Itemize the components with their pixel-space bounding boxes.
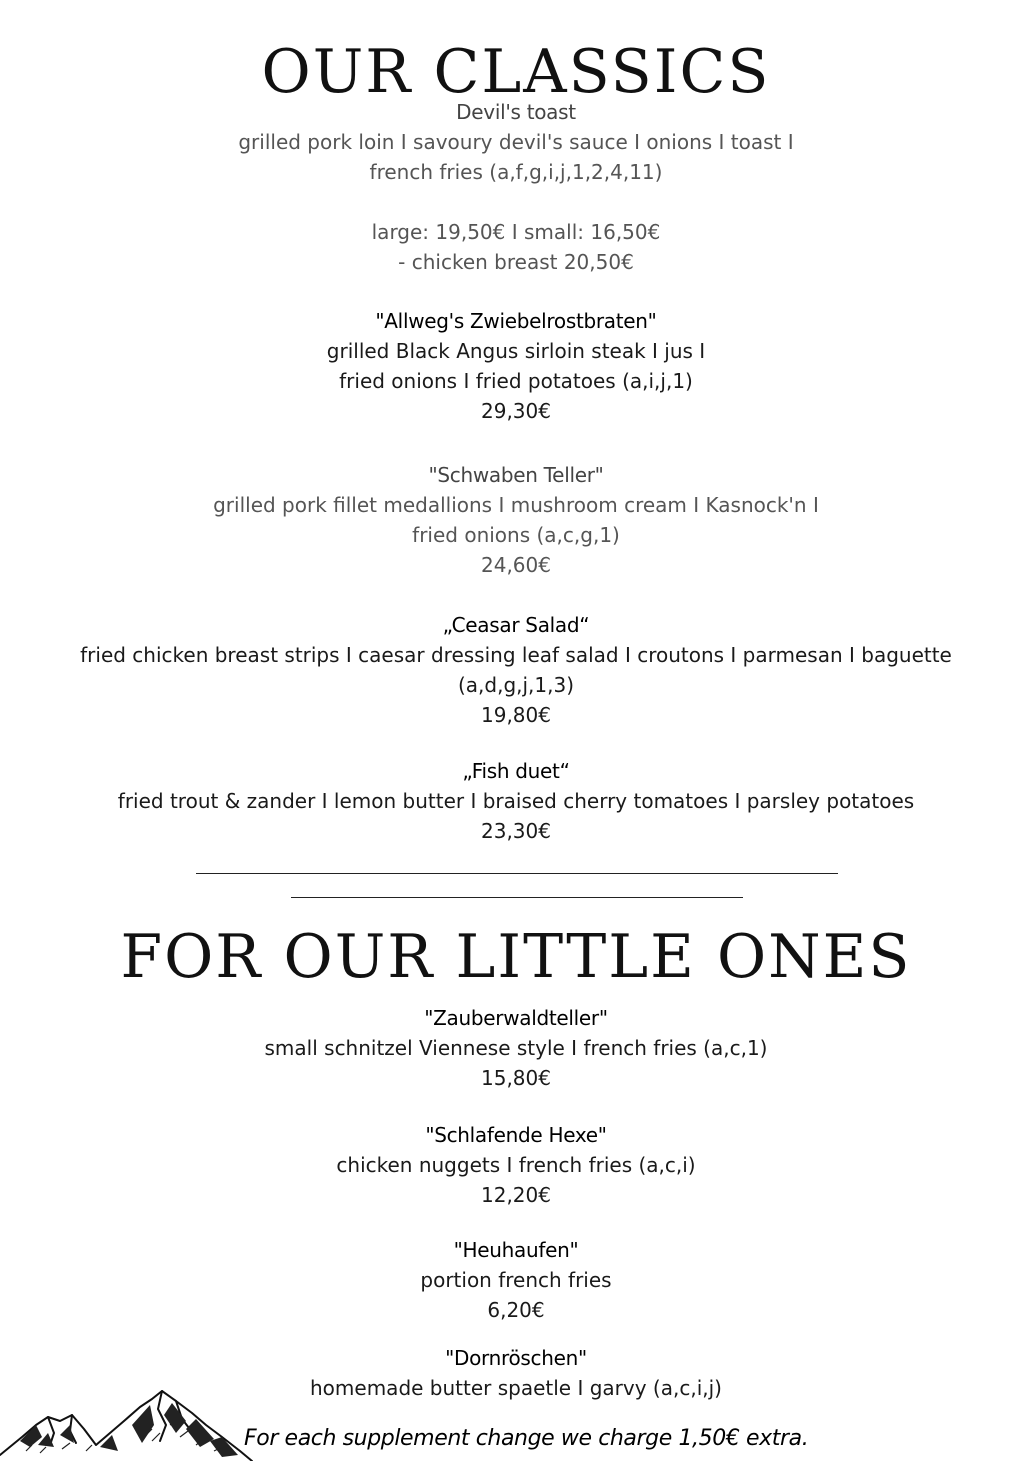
menu-item-price: 23,30€	[481, 819, 551, 843]
menu-item-name: "Heuhaufen"	[453, 1238, 579, 1262]
menu-item-description: (a,d,g,j,1,3)	[457, 673, 575, 697]
menu-item-name: "Schwaben Teller"	[428, 463, 604, 487]
menu-item-name: "Dornröschen"	[445, 1346, 587, 1370]
menu-item-price: 29,30€	[481, 399, 551, 423]
supplement-note: For each supplement change we charge 1,50€ extra.	[244, 1426, 809, 1451]
menu-item-price: 6,20€	[487, 1298, 545, 1322]
menu-item-zauberwaldteller	[0, 1003, 1032, 1093]
divider-line	[196, 873, 838, 874]
menu-item-fish-duet	[0, 756, 1032, 846]
menu-item-devils-toast	[0, 97, 1032, 277]
menu-item-price: 24,60€	[481, 553, 551, 577]
menu-item-description: fried trout & zander I lemon butter I braised cherry tomatoes I parsley potatoes	[117, 789, 915, 813]
menu-item-name: Devil's toast	[456, 100, 576, 124]
menu-item-description: fried onions I fried potatoes (a,i,j,1)	[339, 369, 693, 393]
menu-item-description: grilled pork fillet medallions I mushroom cream I Kasnock'n I	[213, 493, 819, 517]
menu-item-zwiebelrostbraten	[0, 306, 1032, 426]
menu-item-price: 12,20€	[481, 1183, 551, 1207]
menu-item-description: small schnitzel Viennese style I french fries (a,c,1)	[264, 1036, 768, 1060]
spacer	[0, 187, 1032, 217]
menu-item-name: "Schlafende Hexe"	[425, 1123, 607, 1147]
menu-item-name: "Allweg's Zwiebelrostbraten"	[375, 309, 657, 333]
menu-item-price: 19,80€	[481, 703, 551, 727]
menu-item-ceasar-salad	[0, 610, 1032, 730]
menu-item-description: homemade butter spaetle I garvy (a,c,i,j)	[310, 1376, 722, 1400]
menu-item-name: „Fish duet“	[462, 759, 570, 783]
menu-item-description: fried onions (a,c,g,1)	[412, 523, 620, 547]
menu-item-description: fried chicken breast strips I caesar dressing leaf salad I croutons I parmesan I baguette	[80, 643, 952, 667]
menu-item-schwaben-teller	[0, 460, 1032, 580]
menu-item-heuhaufen	[0, 1235, 1032, 1325]
menu-item-price: 15,80€	[481, 1066, 551, 1090]
section-heading-little-ones: FOR OUR LITTLE ONES	[120, 922, 912, 992]
menu-item-price: large: 19,50€ I small: 16,50€	[371, 220, 661, 244]
menu-item-description: grilled Black Angus sirloin steak I jus I	[326, 339, 706, 363]
menu-item-description: grilled pork loin I savoury devil's sauce I onions I toast I	[238, 130, 794, 154]
menu-item-schlafende-hexe	[0, 1120, 1032, 1210]
section-heading-classics: OUR CLASSICS	[261, 37, 771, 107]
menu-item-price: - chicken breast 20,50€	[398, 250, 634, 274]
divider-line	[291, 897, 743, 898]
menu-item-description: chicken nuggets I french fries (a,c,i)	[336, 1153, 696, 1177]
menu-item-name: „Ceasar Salad“	[442, 613, 590, 637]
menu-item-name: "Zauberwaldteller"	[424, 1006, 608, 1030]
menu-item-description: french fries (a,f,g,i,j,1,2,4,11)	[369, 160, 663, 184]
mountains-icon	[0, 1385, 270, 1461]
menu-item-description: portion french fries	[420, 1268, 612, 1292]
